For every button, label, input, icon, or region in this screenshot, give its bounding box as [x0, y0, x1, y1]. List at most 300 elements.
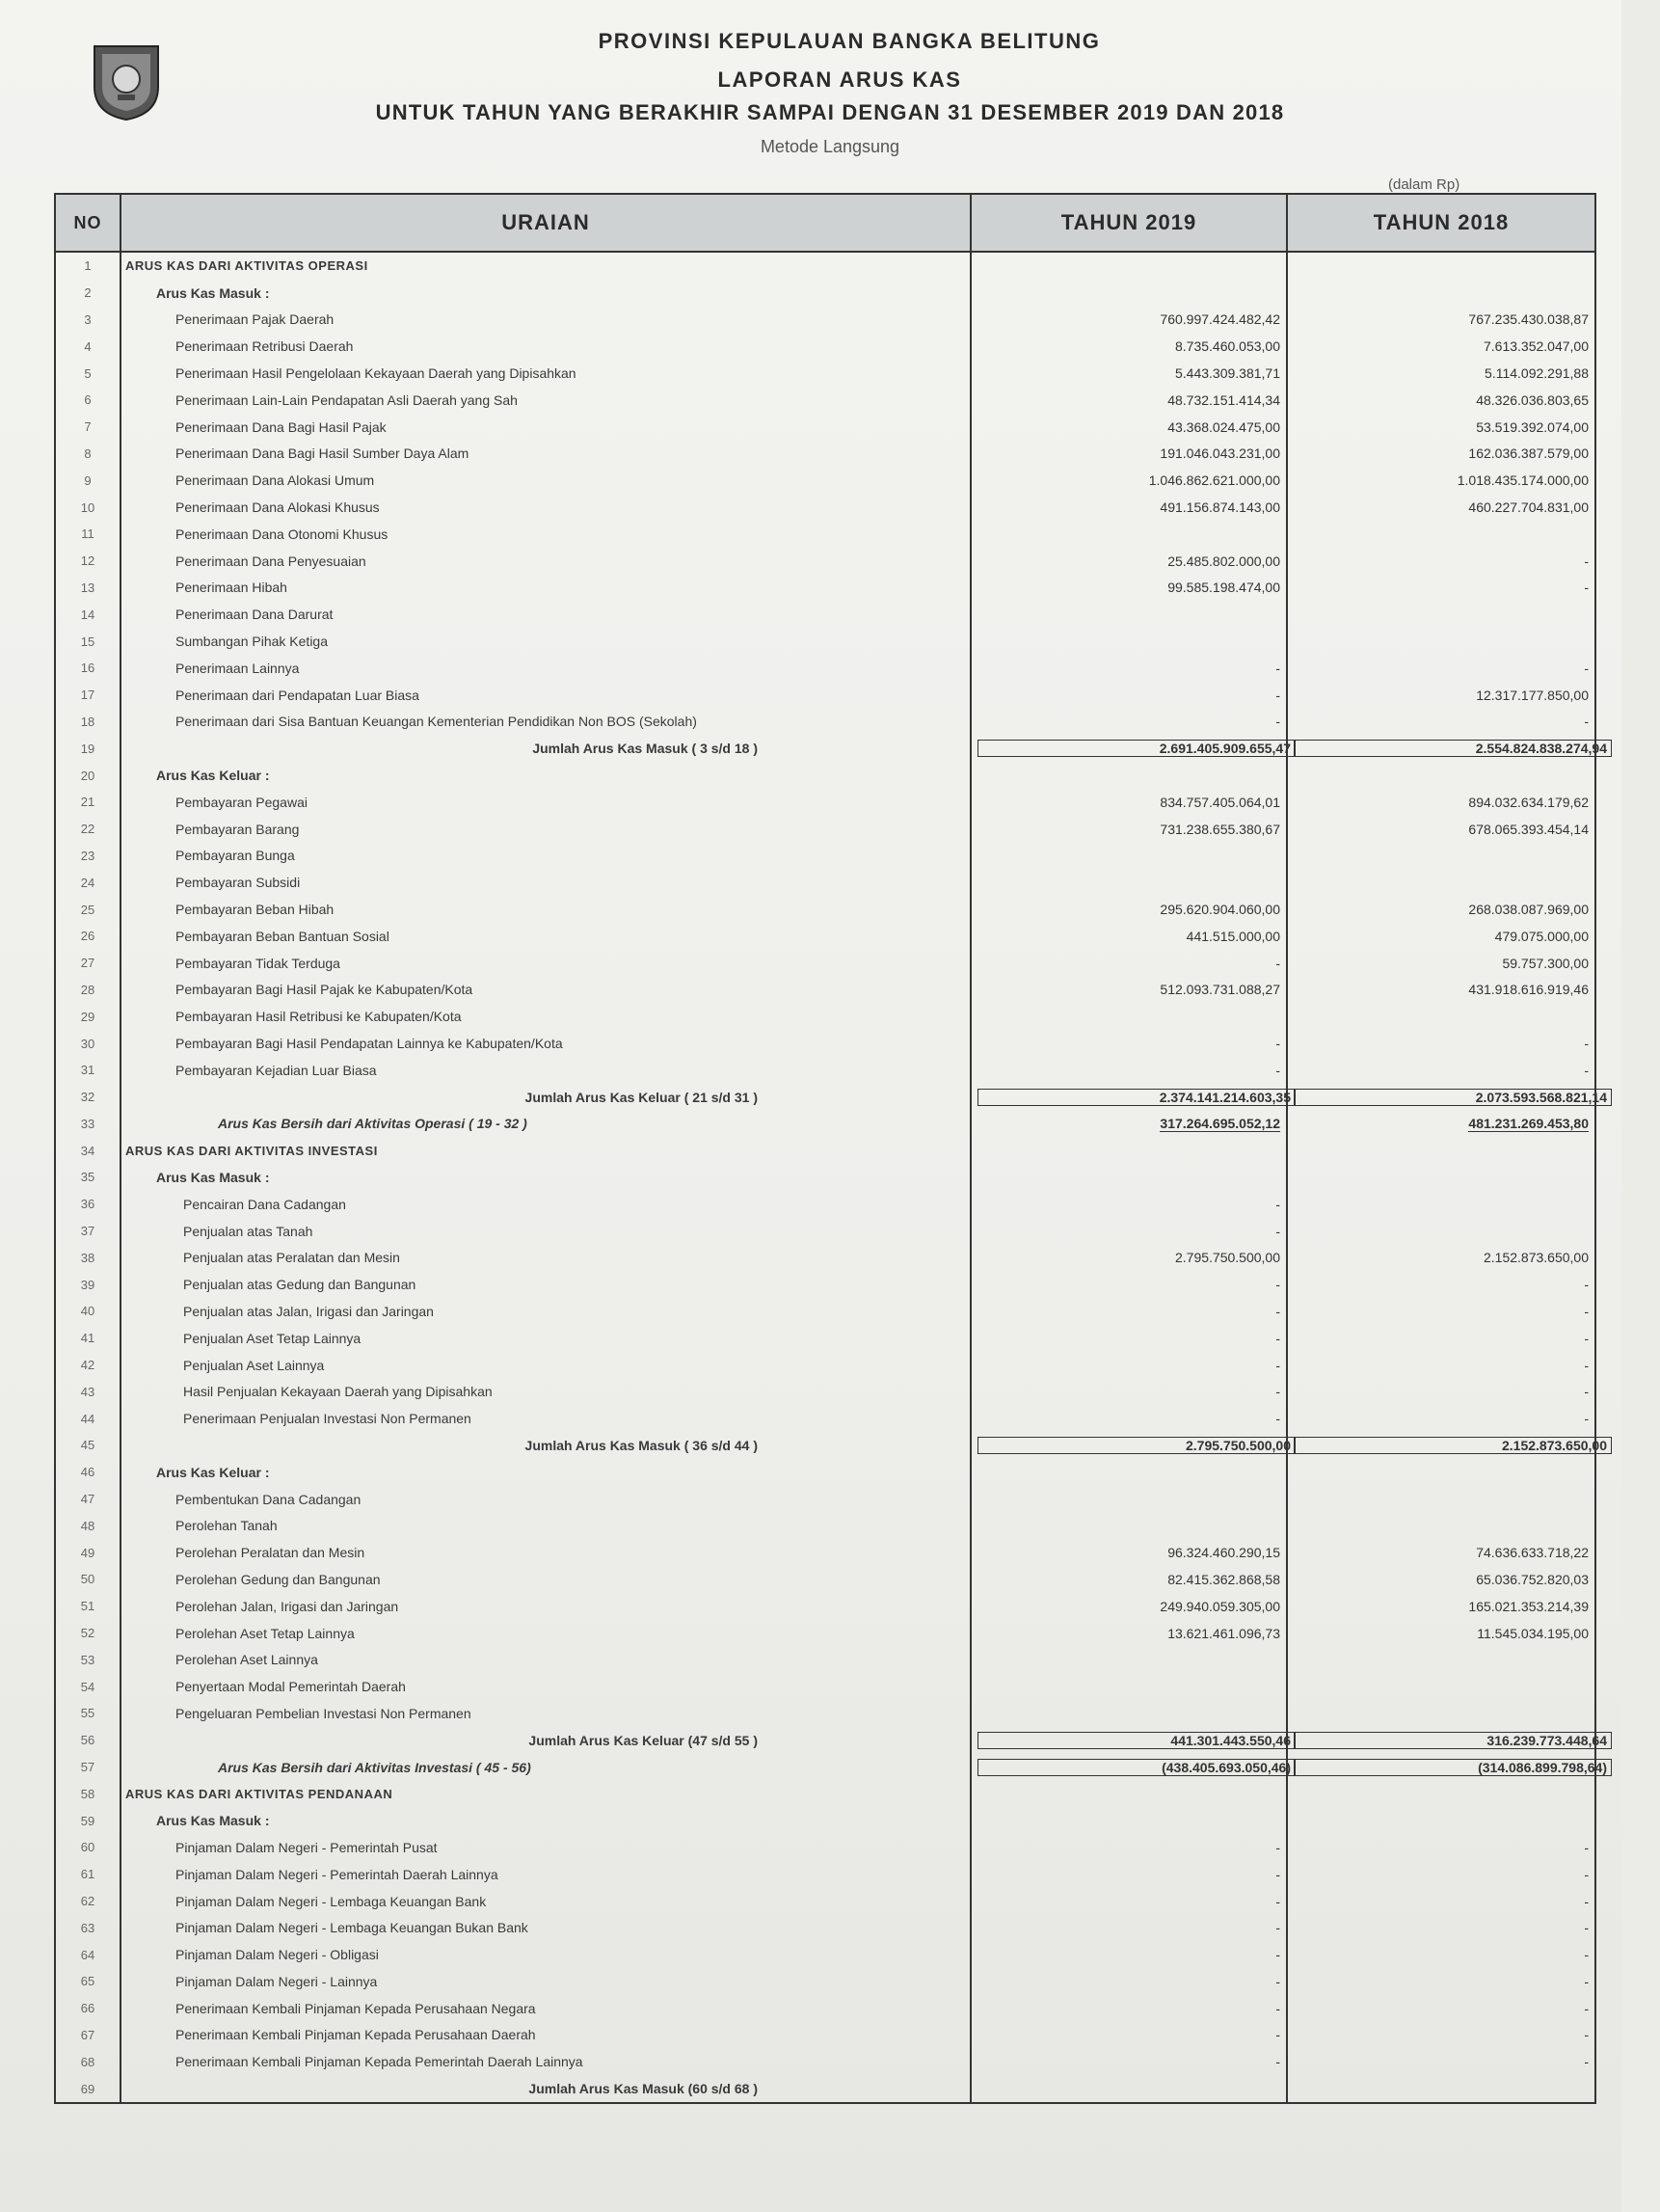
row-number — [55, 950, 120, 977]
value-2019-text: - — [1275, 1357, 1280, 1373]
value-2018-text: - — [1584, 714, 1589, 730]
row-number-text: 66 — [80, 2001, 95, 2016]
row-description — [120, 843, 971, 870]
value-2018 — [1287, 735, 1607, 762]
row-number — [55, 843, 120, 870]
value-2018 — [1287, 1057, 1595, 1084]
value-2018 — [1287, 816, 1595, 843]
row-number-text: 20 — [80, 768, 95, 783]
value-2019 — [971, 1593, 1287, 1620]
row-description — [120, 1941, 971, 1968]
row-number — [55, 1137, 120, 1164]
value-2018 — [1287, 387, 1595, 414]
table-row — [55, 1191, 1595, 1218]
value-2019-text: 441.301.443.550,46 — [977, 1732, 1296, 1749]
row-description-text: Penjualan atas Jalan, Irigasi dan Jaringan — [183, 1303, 434, 1319]
row-number-text: 37 — [80, 1224, 95, 1239]
value-2018 — [1287, 977, 1595, 1004]
value-2018 — [1287, 1834, 1595, 1861]
value-2018 — [1287, 280, 1595, 307]
value-2018-text: 162.036.387.579,00 — [1468, 445, 1589, 462]
value-2018 — [1287, 2075, 1595, 2103]
value-2019 — [971, 1673, 1287, 1700]
value-2018 — [1287, 896, 1595, 923]
value-2019-text: - — [1275, 1920, 1280, 1936]
value-2018-text: (314.086.899.798,64) — [1294, 1759, 1612, 1776]
row-description — [120, 1352, 971, 1379]
row-description-text: Penerimaan Dana Otonomi Khusus — [175, 526, 388, 542]
row-description-text: Pinjaman Dalam Negeri - Lembaga Keuangan Bank — [175, 1893, 487, 1909]
row-number — [55, 923, 120, 950]
row-description — [120, 2048, 971, 2075]
value-2018-text: 268.038.087.969,00 — [1468, 902, 1589, 918]
row-description-text: Penerimaan Penjualan Investasi Non Permanen — [183, 1411, 471, 1427]
row-number — [55, 977, 120, 1004]
value-2018-text: - — [1584, 1411, 1589, 1427]
value-2018-text: 479.075.000,00 — [1494, 928, 1589, 944]
row-number-text: 30 — [80, 1036, 95, 1051]
row-number — [55, 2048, 120, 2075]
value-2018 — [1287, 1700, 1595, 1727]
row-description — [120, 2075, 971, 2103]
row-number-text: 52 — [80, 1626, 95, 1641]
row-number — [55, 1244, 120, 1271]
row-description — [120, 896, 971, 923]
table-row — [55, 789, 1595, 816]
table-row — [55, 441, 1595, 468]
value-2019 — [971, 1432, 1291, 1459]
row-description-text: Pembayaran Subsidi — [175, 875, 301, 891]
table-row — [55, 1834, 1595, 1861]
row-description — [120, 1057, 971, 1084]
table-row — [55, 923, 1595, 950]
row-number — [55, 655, 120, 682]
row-number-text: 2 — [84, 285, 92, 301]
value-2018 — [1287, 1191, 1595, 1218]
row-description — [120, 816, 971, 843]
value-2018 — [1287, 1164, 1595, 1191]
value-2019-text: 512.093.731.088,27 — [1160, 982, 1280, 998]
row-description — [120, 307, 971, 334]
value-2018 — [1287, 441, 1595, 468]
table-row — [55, 467, 1595, 494]
row-description-text: Pinjaman Dalam Negeri - Lainnya — [175, 1973, 378, 1989]
value-2019 — [971, 1352, 1287, 1379]
value-2019-text: 2.795.750.500,00 — [977, 1437, 1296, 1454]
table-row — [55, 1968, 1595, 1995]
row-description-text: Penerimaan Kembali Pinjaman Kepada Pemerintah Daerah Lainnya — [175, 2054, 583, 2070]
value-2018 — [1287, 414, 1595, 441]
row-number — [55, 333, 120, 360]
value-2019 — [971, 762, 1287, 789]
row-description-text: Pembayaran Hasil Retribusi ke Kabupaten/Kota — [175, 1009, 462, 1025]
value-2019 — [971, 1834, 1287, 1861]
row-description-text: Perolehan Tanah — [175, 1518, 278, 1534]
row-description — [120, 1861, 971, 1888]
row-description-text: Jumlah Arus Kas Keluar ( 21 s/d 31 ) — [524, 1089, 758, 1105]
value-2019-text: - — [1275, 714, 1280, 730]
value-2019-text: - — [1275, 1303, 1280, 1319]
row-description-text: Perolehan Jalan, Irigasi dan Jaringan — [175, 1598, 399, 1614]
row-description-text: Pembayaran Bunga — [175, 848, 295, 864]
value-2019 — [971, 414, 1287, 441]
row-description-text: Penerimaan Retribusi Daerah — [175, 338, 354, 355]
value-2019 — [971, 1995, 1287, 2022]
value-2019 — [971, 1191, 1287, 1218]
row-number — [55, 1164, 120, 1191]
row-description — [120, 950, 971, 977]
row-description — [120, 1968, 971, 1995]
value-2019-text: 2.691.405.909.655,47 — [977, 740, 1296, 757]
row-number — [55, 789, 120, 816]
row-description — [120, 1914, 971, 1941]
row-description-text: Penerimaan Dana Alokasi Umum — [175, 472, 375, 489]
value-2019 — [971, 1539, 1287, 1566]
value-2019 — [971, 1620, 1287, 1647]
row-description — [120, 1271, 971, 1298]
value-2018-text: - — [1584, 1036, 1589, 1051]
value-2019 — [971, 1888, 1287, 1915]
table-row — [55, 655, 1595, 682]
row-number-text: 22 — [80, 822, 95, 837]
row-description-text: Penjualan atas Tanah — [183, 1223, 313, 1239]
value-2019 — [971, 548, 1287, 575]
row-description — [120, 1486, 971, 1513]
row-description — [120, 1405, 971, 1432]
value-2018 — [1287, 601, 1595, 628]
row-description — [120, 709, 971, 736]
value-2019 — [971, 1003, 1287, 1030]
table-row — [55, 1486, 1595, 1513]
row-description — [120, 2022, 971, 2049]
table-row — [55, 494, 1595, 521]
table-row — [55, 843, 1595, 870]
value-2018 — [1287, 1941, 1595, 1968]
value-2019 — [971, 1084, 1291, 1111]
value-2018-text: - — [1584, 1384, 1589, 1400]
value-2018-text: 5.114.092.291,88 — [1485, 365, 1589, 382]
row-description-text: Perolehan Peralatan dan Mesin — [175, 1545, 365, 1561]
value-2019 — [971, 709, 1287, 736]
value-2018-text: - — [1584, 660, 1589, 676]
row-description-text: Penjualan Aset Tetap Lainnya — [183, 1330, 361, 1346]
value-2018 — [1287, 307, 1595, 334]
value-2019 — [971, 843, 1287, 870]
value-2018-text: - — [1584, 1893, 1589, 1909]
row-number-text: 53 — [80, 1652, 95, 1667]
value-2019-text: 760.997.424.482,42 — [1160, 311, 1280, 328]
row-description-text: Penjualan atas Gedung dan Bangunan — [183, 1277, 416, 1293]
row-description — [120, 1298, 971, 1325]
row-description-text: Pinjaman Dalam Negeri - Obligasi — [175, 1947, 379, 1963]
value-2019-text: 48.732.151.414,34 — [1167, 391, 1280, 408]
row-number-text: 15 — [80, 634, 95, 649]
table-row — [55, 1914, 1595, 1941]
table-row — [55, 1003, 1595, 1030]
row-description — [120, 1244, 971, 1271]
value-2019-text: 249.940.059.305,00 — [1160, 1598, 1280, 1614]
value-2019 — [971, 1968, 1287, 1995]
row-number-text: 51 — [80, 1599, 95, 1614]
row-description — [120, 1539, 971, 1566]
row-description-text: Penerimaan Kembali Pinjaman Kepada Perusahaan Negara — [175, 2000, 536, 2016]
table-row — [55, 575, 1595, 602]
row-number-text: 23 — [80, 848, 95, 863]
table-row — [55, 1888, 1595, 1915]
value-2019-text: - — [1275, 1384, 1280, 1400]
value-2019 — [971, 655, 1287, 682]
row-number-text: 24 — [80, 875, 95, 890]
value-2019-text: - — [1275, 2000, 1280, 2016]
row-number — [55, 1432, 120, 1459]
value-2018 — [1287, 1298, 1595, 1325]
row-description-text: ARUS KAS DARI AKTIVITAS OPERASI — [125, 258, 368, 274]
row-description — [120, 601, 971, 628]
row-description — [120, 628, 971, 655]
value-2019-text: - — [1275, 1893, 1280, 1909]
value-2019-text: - — [1275, 2054, 1280, 2070]
value-2019 — [971, 1378, 1287, 1405]
value-2018 — [1287, 1593, 1595, 1620]
row-description-text: Pembentukan Dana Cadangan — [175, 1491, 361, 1507]
value-2018 — [1287, 1807, 1595, 1834]
value-2019-text: 491.156.874.143,00 — [1160, 499, 1280, 516]
row-number-text: 11 — [81, 526, 94, 542]
row-number — [55, 1914, 120, 1941]
row-number-text: 36 — [80, 1197, 95, 1212]
row-number — [55, 1941, 120, 1968]
row-number-text: 35 — [80, 1170, 95, 1185]
value-2019 — [971, 869, 1287, 896]
table-row — [55, 548, 1595, 575]
row-description-text: Arus Kas Bersih dari Aktivitas Investasi ( 45 - 56) — [218, 1759, 531, 1775]
value-2019 — [971, 360, 1287, 387]
cash-flow-table — [54, 193, 1607, 2104]
value-2019-text: - — [1275, 1411, 1280, 1427]
value-2019 — [971, 1030, 1287, 1057]
value-2019-text: 295.620.904.060,00 — [1160, 902, 1280, 918]
row-number — [55, 601, 120, 628]
row-description-text: Penjualan Aset Lainnya — [183, 1357, 325, 1373]
row-description-text: Penyertaan Modal Pemerintah Daerah — [175, 1679, 406, 1695]
row-description-text: Pembayaran Barang — [175, 821, 300, 837]
row-number — [55, 1700, 120, 1727]
table-row — [55, 1111, 1595, 1138]
table-row — [55, 1807, 1595, 1834]
value-2018-text: - — [1584, 2054, 1589, 2070]
value-2019 — [971, 494, 1287, 521]
table-row — [55, 1164, 1595, 1191]
value-2019-text: 731.238.655.380,67 — [1160, 821, 1280, 837]
row-number-text: 3 — [84, 311, 92, 327]
value-2018 — [1287, 628, 1595, 655]
value-2018-text: 11.545.034.195,00 — [1477, 1625, 1589, 1641]
value-2018 — [1287, 923, 1595, 950]
value-2019-text: - — [1275, 1839, 1280, 1855]
row-description — [120, 414, 971, 441]
value-2018 — [1287, 2048, 1595, 2075]
table-row — [55, 1218, 1595, 1245]
value-2019-text: - — [1275, 2027, 1280, 2043]
row-number — [55, 1218, 120, 1245]
value-2019-text: 82.415.362.868,58 — [1167, 1571, 1280, 1587]
table-row — [55, 1271, 1595, 1298]
row-description — [120, 1700, 971, 1727]
title-period: UNTUK TAHUN YANG BERAKHIR SAMPAI DENGAN 31 DESEMBER 2019 DAN 2018 — [375, 100, 1285, 124]
value-2018-text: - — [1584, 1357, 1589, 1373]
value-2018 — [1287, 1512, 1595, 1539]
value-2019 — [971, 1218, 1287, 1245]
value-2019 — [971, 2075, 1287, 2103]
table-row — [55, 896, 1595, 923]
row-description-text: Pencairan Dana Cadangan — [183, 1196, 346, 1212]
table-row — [55, 1620, 1595, 1647]
row-number — [55, 307, 120, 334]
row-number-text: 38 — [80, 1250, 95, 1265]
row-number — [55, 441, 120, 468]
row-description-text: Arus Kas Masuk : — [156, 1169, 270, 1185]
row-number — [55, 494, 120, 521]
value-2019 — [971, 1486, 1287, 1513]
row-number-text: 31 — [80, 1063, 95, 1078]
value-2019 — [971, 307, 1287, 334]
row-description-text: Pembayaran Tidak Terduga — [175, 955, 340, 971]
value-2019 — [971, 1807, 1287, 1834]
row-number-text: 44 — [80, 1411, 95, 1426]
row-number-text: 58 — [80, 1786, 95, 1801]
table-row — [55, 1780, 1595, 1807]
value-2019-text: (438.405.693.050,46) — [977, 1759, 1296, 1776]
value-2019-text: 834.757.405.064,01 — [1160, 794, 1280, 810]
row-description-text: Pembayaran Pegawai — [175, 794, 308, 810]
row-number-text: 6 — [84, 392, 92, 408]
table-row — [55, 816, 1595, 843]
value-2019-text: - — [1275, 1947, 1280, 1963]
value-2019-text: 99.585.198.474,00 — [1167, 580, 1280, 596]
row-description — [120, 789, 971, 816]
table-row — [55, 1244, 1595, 1271]
row-description-text: Perolehan Aset Tetap Lainnya — [175, 1625, 355, 1641]
value-2019 — [971, 387, 1287, 414]
value-2019 — [971, 789, 1287, 816]
value-2019-text: - — [1275, 1036, 1280, 1051]
value-2019 — [971, 2022, 1287, 2049]
row-description — [120, 1325, 971, 1352]
value-2019 — [971, 1164, 1287, 1191]
value-2019-text: 441.515.000,00 — [1186, 928, 1280, 944]
row-number-text: 27 — [80, 956, 95, 971]
row-number — [55, 1486, 120, 1513]
table-row — [55, 869, 1595, 896]
value-2019 — [971, 601, 1287, 628]
row-number-text: 14 — [80, 607, 95, 622]
value-2018 — [1287, 1030, 1595, 1057]
row-description — [120, 655, 971, 682]
value-2018-text: - — [1584, 1277, 1589, 1293]
row-number — [55, 628, 120, 655]
row-number-text: 64 — [80, 1947, 95, 1962]
value-2018-text: 12.317.177.850,00 — [1476, 687, 1589, 703]
row-description-text: Penerimaan Dana Penyesuaian — [175, 553, 366, 569]
value-2018 — [1287, 1486, 1595, 1513]
value-2018-text: - — [1584, 580, 1589, 596]
value-2019 — [971, 1111, 1287, 1138]
table-row — [55, 1405, 1595, 1432]
value-2018 — [1287, 1995, 1595, 2022]
row-number — [55, 521, 120, 548]
row-number-text: 61 — [80, 1867, 95, 1882]
row-number-text: 57 — [80, 1760, 95, 1775]
value-2018 — [1287, 333, 1595, 360]
row-description-text: Penerimaan Lain-Lain Pendapatan Asli Daerah yang Sah — [175, 391, 518, 408]
value-2018 — [1287, 548, 1595, 575]
row-number-text: 7 — [84, 419, 92, 435]
row-description — [120, 252, 971, 280]
row-description — [120, 1754, 971, 1781]
value-2018 — [1287, 1646, 1595, 1673]
table-row — [55, 1727, 1595, 1754]
row-description-text: Pembayaran Kejadian Luar Biasa — [175, 1062, 377, 1078]
row-number — [55, 1352, 120, 1379]
row-number-text: 56 — [80, 1733, 95, 1748]
row-description-text: Penerimaan Pajak Daerah — [175, 311, 335, 328]
value-2018 — [1287, 1378, 1595, 1405]
row-description — [120, 1137, 971, 1164]
row-description-text: Penerimaan Dana Bagi Hasil Sumber Daya Alam — [175, 445, 469, 462]
row-number — [55, 575, 120, 602]
table-row — [55, 628, 1595, 655]
table-row — [55, 1941, 1595, 1968]
table-row — [55, 333, 1595, 360]
row-number-text: 45 — [80, 1438, 95, 1453]
col-header-2019: TAHUN 2019 — [971, 194, 1287, 252]
value-2018 — [1287, 682, 1595, 709]
value-2018-text: 65.036.752.820,03 — [1476, 1571, 1589, 1587]
row-number-text: 69 — [80, 2081, 95, 2096]
row-number-text: 9 — [84, 472, 92, 488]
table-row — [55, 1432, 1595, 1459]
value-2019 — [971, 1298, 1287, 1325]
row-number-text: 65 — [80, 1974, 95, 1989]
value-2018 — [1287, 1539, 1595, 1566]
row-number-text: 42 — [80, 1358, 95, 1373]
value-2018-text: 59.757.300,00 — [1502, 955, 1589, 971]
value-2019-text: - — [1275, 1866, 1280, 1882]
row-number — [55, 1084, 120, 1111]
value-2018 — [1287, 789, 1595, 816]
row-description-text: Pembayaran Beban Bantuan Sosial — [175, 928, 389, 944]
row-number — [55, 467, 120, 494]
value-2018 — [1287, 1780, 1595, 1807]
value-2019 — [971, 977, 1287, 1004]
value-2018-text: - — [1584, 1920, 1589, 1936]
table-row — [55, 2048, 1595, 2075]
value-2018-text: 74.636.633.718,22 — [1476, 1545, 1589, 1561]
value-2019 — [971, 467, 1287, 494]
value-2018 — [1287, 762, 1595, 789]
row-number — [55, 1646, 120, 1673]
row-number — [55, 816, 120, 843]
value-2019 — [971, 896, 1287, 923]
row-number — [55, 735, 120, 762]
row-number — [55, 252, 120, 280]
value-2019-text: - — [1275, 1277, 1280, 1293]
row-number-text: 49 — [80, 1545, 95, 1560]
value-2019 — [971, 1405, 1287, 1432]
row-number — [55, 1057, 120, 1084]
row-number-text: 5 — [84, 365, 92, 381]
table-row — [55, 1352, 1595, 1379]
